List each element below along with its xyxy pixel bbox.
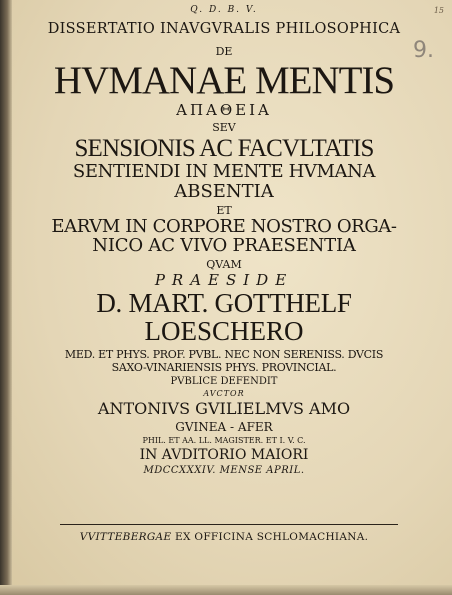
imprint-rule <box>60 524 398 525</box>
praeses-titles-2: SAXO-VINARIENSIS PHYS. PROVINCIAL. <box>111 360 337 374</box>
greek-title: ΑΠΑΘΕΙΑ <box>176 100 272 119</box>
title-text-block <box>14 2 434 543</box>
folio-number: 15 <box>433 6 444 15</box>
motto: Q. D. B. V. <box>190 5 258 15</box>
praeside-label: PRAESIDE <box>154 270 294 289</box>
word-quam: QVAM <box>206 257 242 271</box>
subtitle-line-2: SENTIENDI IN MENTE HVMANA <box>72 160 376 182</box>
word-et: ET <box>216 203 232 217</box>
subtitle-line-4: EARVM IN CORPORE NOSTRO ORGA- <box>51 215 397 237</box>
date-line: MDCCXXXIV. MENSE APRIL. <box>143 464 305 476</box>
subtitle-line-5: NICO AC VIVO PRAESENTIA <box>92 234 356 256</box>
subtitle-line-1: SENSIONIS AC FACVLTATIS <box>74 134 374 162</box>
praeses-titles-1: MED. ET PHYS. PROF. PVBL. NEC NON SERENISS. DVCIS <box>64 347 384 361</box>
pencil-annotation: 9. <box>413 38 434 63</box>
dissertation-heading: DISSERTATIO INAVGVRALIS PHILOSOPHICA <box>47 21 401 37</box>
author-degrees: PHIL. ET AA. LL. MAGISTER. ET I. V. C. <box>142 435 306 445</box>
author-origin: GVINEA - AFER <box>175 419 273 434</box>
author-name: ANTONIVS GVILIELMVS AMO <box>97 398 351 418</box>
main-title: HVMANAE MENTIS <box>53 58 395 102</box>
page-bottom-edge <box>0 585 452 595</box>
imprint-city: VVITTEBERGAE <box>79 531 172 543</box>
imprint-printer: EX OFFICINA SCHLOMACHIANA. <box>175 531 369 543</box>
publice-defendit: PVBLICE DEFENDIT <box>170 375 278 387</box>
word-de: DE <box>215 44 233 58</box>
praeses-name-2: LOESCHERO <box>144 315 304 346</box>
venue: IN AVDITORIO MAIORI <box>139 446 309 463</box>
book-spine-shadow <box>0 0 12 595</box>
praeses-name-1: D. MART. GOTTHELF <box>96 287 352 318</box>
subtitle-line-3: ABSENTIA <box>174 180 274 202</box>
auctor-label: AVCTOR <box>203 388 245 398</box>
word-seu: SEV <box>212 120 236 134</box>
imprint <box>14 532 434 543</box>
